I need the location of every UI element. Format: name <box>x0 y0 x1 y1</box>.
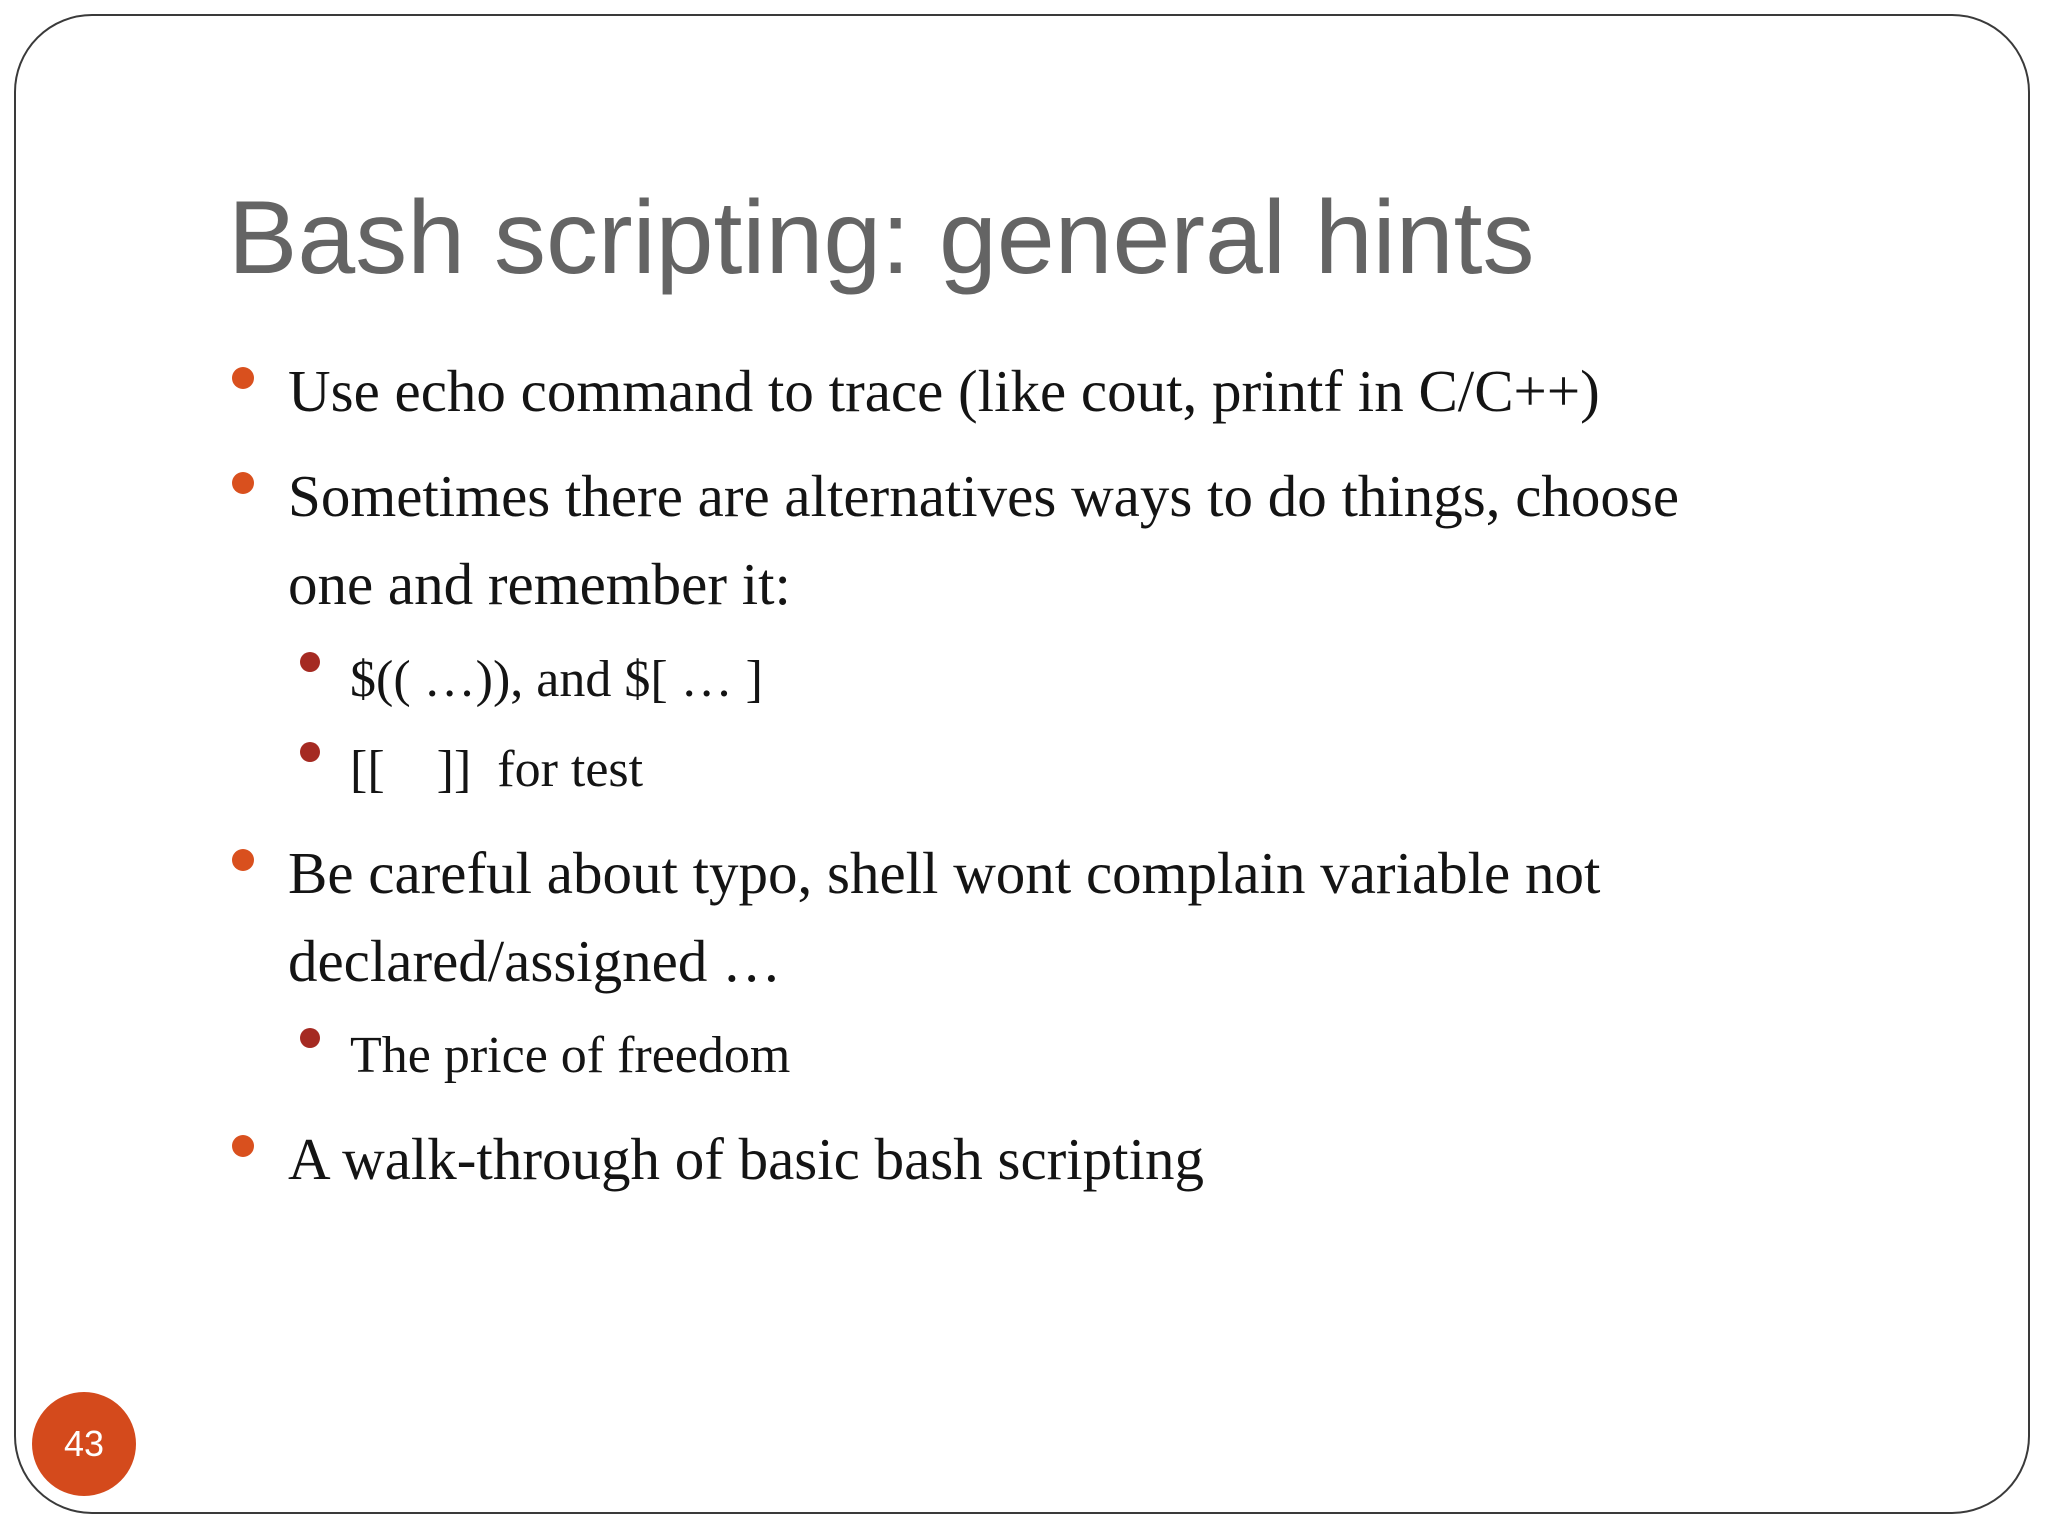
bullet-dot-icon <box>232 849 254 871</box>
bullet-text-line-1: Be careful about typo, shell wont complain variable not <box>288 840 1601 906</box>
page-number-badge: 43 <box>32 1392 136 1496</box>
bullet-dot-icon <box>232 472 254 494</box>
bullet-dot-icon <box>232 1135 254 1157</box>
sub-bullet-text: The price of freedom <box>350 1027 791 1084</box>
sub-bullet-item-arithmetic <box>350 636 763 724</box>
sub-bullet-item-freedom <box>350 1012 790 1100</box>
sub-bullet-dot-icon <box>300 742 320 762</box>
bullet-text: Use echo command to trace (like cout, printf in C/C++) <box>288 358 1600 424</box>
bullet-item-alternatives <box>288 452 1679 628</box>
bullet-text-line-2: one and remember it: <box>288 551 791 617</box>
sub-bullet-dot-icon <box>300 652 320 672</box>
sub-bullet-dot-icon <box>300 1028 320 1048</box>
sub-bullet-text: [[ ]] for test <box>350 741 644 798</box>
bullet-dot-icon <box>232 367 254 389</box>
slide-title: Bash scripting: general hints <box>228 180 1535 296</box>
bullet-text-line-1: Sometimes there are alternatives ways to do things, choose <box>288 463 1680 529</box>
sub-bullet-item-test <box>350 726 643 814</box>
bullet-text: A walk-through of basic bash scripting <box>288 1126 1204 1192</box>
bullet-text-line-2: declared/assigned … <box>288 928 782 994</box>
sub-bullet-text: $(( …)), and $[ … ] <box>350 651 763 708</box>
bullet-item-echo-trace <box>288 347 1600 435</box>
bullet-item-typo <box>288 829 1600 1005</box>
bullet-item-walkthrough <box>288 1115 1204 1203</box>
